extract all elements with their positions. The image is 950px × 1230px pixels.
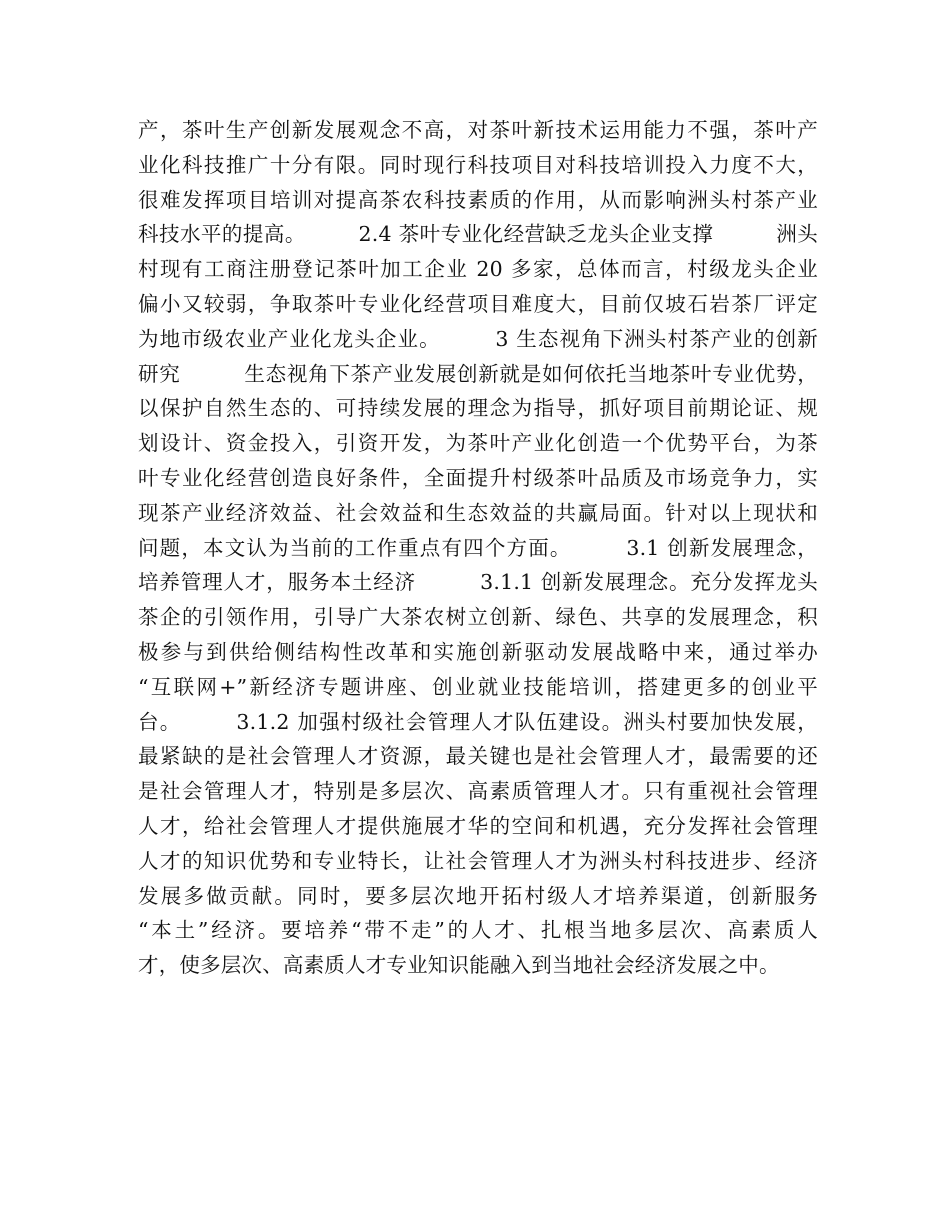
text-line: 人才，给社会管理人才提供施展才华的空间和机遇，充分发挥社会管理 xyxy=(138,813,818,838)
text-line: 叶专业化经营创造良好条件，全面提升村级茶叶品质及市场竞争力，实 xyxy=(138,465,818,490)
text-line: 台。 3.1.2 加强村级社会管理人才队伍建设。洲头村要加快发展， xyxy=(138,709,818,734)
text-line: 以保护自然生态的、可持续发展的理念为指导，抓好项目前期论证、规 xyxy=(138,396,818,421)
text-line: “本土”经济。要培养“带不走”的人才、扎根当地多层次、高素质人 xyxy=(138,918,818,943)
text-line: “互联网+”新经济专题讲座、创业就业技能培训，搭建更多的创业平 xyxy=(138,674,818,699)
text-line: 村现有工商注册登记茶叶加工企业 20 多家，总体而言，村级龙头企业 xyxy=(138,257,818,282)
text-line: 问题，本文认为当前的工作重点有四个方面。 3.1 创新发展理念， xyxy=(138,535,818,560)
text-line: 现茶产业经济效益、社会效益和生态效益的共赢局面。针对以上现状和 xyxy=(138,500,818,525)
text-line: 业化科技推广十分有限。同时现行科技项目对科技培训投入力度不大， xyxy=(138,152,818,177)
body-text xyxy=(138,113,818,983)
text-line: 才，使多层次、高素质人才专业知识能融入到当地社会经济发展之中。 xyxy=(138,953,780,978)
text-line: 偏小又较弱，争取茶叶专业化经营项目难度大，目前仅坡石岩茶厂评定 xyxy=(138,291,818,316)
text-line: 人才的知识优势和专业特长，让社会管理人才为洲头村科技进步、经济 xyxy=(138,848,818,873)
text-line: 最紧缺的是社会管理人才资源，最关键也是社会管理人才，最需要的还 xyxy=(138,744,818,769)
text-line: 极参与到供给侧结构性改革和实施创新驱动发展战略中来，通过举办 xyxy=(138,639,818,664)
text-line: 是社会管理人才，特别是多层次、高素质管理人才。只有重视社会管理 xyxy=(138,779,818,804)
text-line: 为地市级农业产业化龙头企业。 3 生态视角下洲头村茶产业的创新 xyxy=(138,326,818,351)
text-line: 科技水平的提高。 2.4 茶叶专业化经营缺乏龙头企业支撑 洲头 xyxy=(138,222,818,247)
text-line: 划设计、资金投入，引资开发，为茶叶产业化创造一个优势平台，为茶 xyxy=(138,431,818,456)
text-line: 发展多做贡献。同时，要多层次地开拓村级人才培养渠道，创新服务 xyxy=(138,883,818,908)
text-line: 很难发挥项目培训对提高茶农科技素质的作用，从而影响洲头村茶产业 xyxy=(138,187,818,212)
text-line: 茶企的引领作用，引导广大茶农树立创新、绿色、共享的发展理念，积 xyxy=(138,605,818,630)
text-line: 培养管理人才，服务本土经济 3.1.1 创新发展理念。充分发挥龙头 xyxy=(138,570,818,595)
text-line: 产，茶叶生产创新发展观念不高，对茶叶新技术运用能力不强，茶叶产 xyxy=(138,118,818,142)
text-line: 研究 生态视角下茶产业发展创新就是如何依托当地茶叶专业优势， xyxy=(138,361,818,386)
